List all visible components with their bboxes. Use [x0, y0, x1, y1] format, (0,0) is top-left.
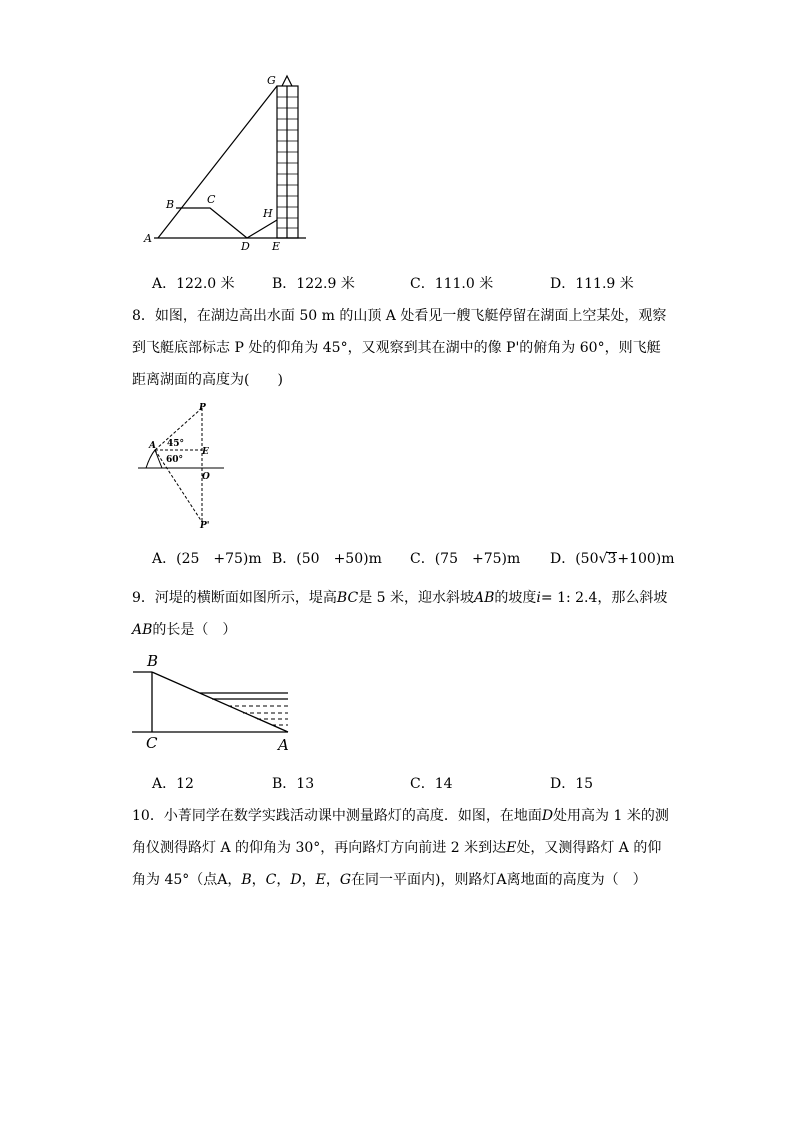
q7-roof: [282, 76, 292, 86]
q9-options: [152, 774, 672, 794]
q9-var-AB-2: AB: [132, 622, 153, 638]
q7-path-BCDH: [176, 208, 277, 238]
q10-text-7: ，: [325, 872, 340, 888]
q7-label-D: D: [241, 240, 250, 253]
q8-label-Pprime: P': [200, 521, 210, 531]
q10-question-text: [132, 800, 672, 896]
q7-label-B: B: [166, 198, 175, 211]
q10-text-4: ，: [251, 872, 266, 888]
q8-question-text: 8．如图，在湖边高出水面 50 m 的山顶 A 处看见一艘飞艇停留在湖面上空某处，观察到飞艇底部标志 P 处的仰角为 45°，又观察到其在湖中的像 P'的俯角为 60°，则飞艇距离湖面的高度为( ): [132, 308, 667, 388]
q10-var-D: D: [541, 808, 554, 824]
q9-text-5: 的长是（ ）: [152, 622, 237, 638]
q7-option-d[interactable]: D．111.9 米: [550, 276, 634, 292]
q9-slope-AB: [152, 672, 288, 732]
q9-var-i: i: [536, 590, 541, 606]
q9-option-c[interactable]: C．14: [410, 776, 453, 792]
q7-label-G: G: [267, 74, 276, 87]
q10-var-E: E: [506, 840, 517, 856]
q10-text-6: ，: [301, 872, 316, 888]
q10-var-B: B: [241, 872, 252, 888]
q8-option-a[interactable]: A．(25 +75)m: [152, 551, 262, 567]
q9-option-a[interactable]: A．12: [152, 776, 194, 792]
q8-option-d-suffix: +100)m: [617, 551, 675, 567]
q10-text-5: ，: [276, 872, 291, 888]
q9-option-d[interactable]: D．15: [550, 776, 594, 792]
q10-var-C: C: [265, 872, 277, 888]
q7-label-E: E: [272, 240, 281, 253]
q8-option-d-sqrt-sign: √: [598, 551, 608, 567]
q9-var-BC: BC: [336, 590, 359, 606]
q9-label-A: A: [278, 736, 289, 754]
q9-text-3: 的坡度: [494, 590, 537, 606]
q10-var-G: G: [339, 872, 352, 888]
q7-option-b[interactable]: B．122.9 米: [272, 276, 355, 292]
q7-label-A: A: [144, 232, 152, 245]
q8-option-d[interactable]: [550, 549, 675, 569]
q8-options: [152, 549, 682, 569]
q7-label-H: H: [263, 207, 273, 220]
q10-text-8: 在同一平面内)，则路灯A离地面的高度为（ ）: [351, 872, 647, 888]
q8-option-d-prefix: D．(50: [550, 551, 599, 567]
q10-var-E-2: E: [315, 872, 326, 888]
q9-option-b[interactable]: B．13: [272, 776, 315, 792]
q8-option-b[interactable]: B．(50 +50)m: [272, 551, 382, 567]
q7-option-c[interactable]: C．111.0 米: [410, 276, 494, 292]
q10-text-2: 处用高为 1 米的测角仪测得路灯 A 的仰角为 30°，再向路灯方向前进 2 米到达: [132, 808, 669, 856]
q9-text-2: 是 5 米，迎水斜坡: [358, 590, 474, 606]
q10-text-3: 处，又测得路灯 A 的仰角为 45°（点A，: [132, 840, 662, 888]
q8-figure: [138, 398, 228, 533]
q8-label-A: A: [149, 441, 156, 451]
q9-text-4: = 1: 2.4，那么斜坡: [540, 590, 668, 606]
q8-option-d-sqrt-radicand: 3: [607, 551, 617, 567]
q10-var-D-2: D: [290, 872, 302, 888]
q8-label-O: O: [202, 472, 210, 482]
q7-line-AG: [158, 86, 277, 238]
q9-var-AB: AB: [474, 590, 495, 606]
q8-option-c[interactable]: C．(75 +75)m: [410, 551, 521, 567]
q8-label-P: P: [199, 403, 206, 413]
q8-label-E: E: [202, 447, 209, 457]
q8-angle-45: 45°: [167, 439, 185, 449]
q7-figure: [140, 70, 320, 255]
q8-angle-60: 60°: [166, 455, 184, 465]
q9-label-B: B: [147, 652, 159, 670]
q7-option-a[interactable]: A．122.0 米: [152, 276, 235, 292]
q9-label-C: C: [146, 734, 158, 752]
q8-mountain: [146, 450, 162, 468]
q9-text-1: 9．河堤的横断面如图所示，堤高: [132, 590, 337, 606]
q9-question-text: [132, 582, 672, 646]
q9-figure: [130, 650, 300, 756]
q7-label-C: C: [207, 193, 216, 206]
q7-options: [152, 274, 672, 294]
q10-text-1: 10．小菁同学在数学实践活动课中测量路灯的高度．如图，在地面: [132, 808, 542, 824]
